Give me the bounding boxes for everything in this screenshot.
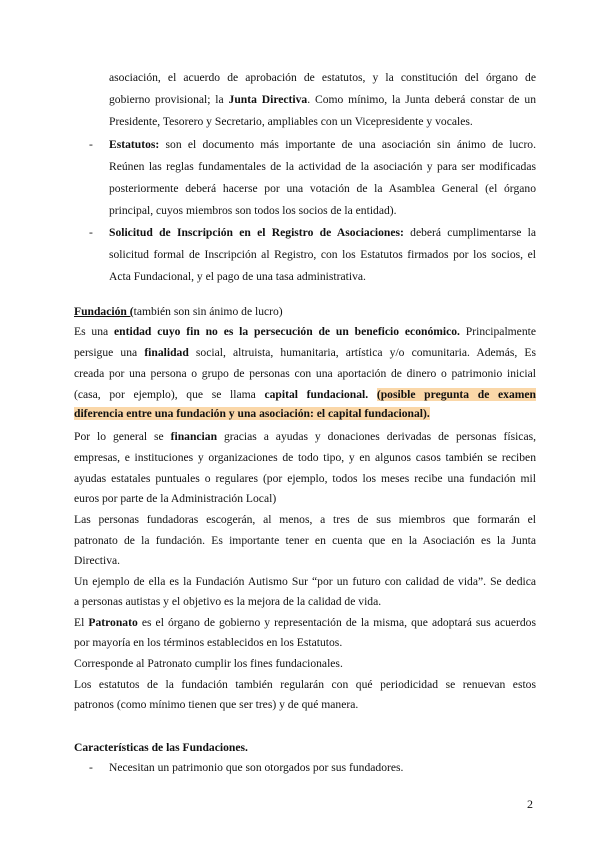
caracteristicas-item: Necesitan un patrimonio que son otorgados por sus fundadores. [109,761,404,774]
text-run: Por lo general se [74,430,171,443]
text-run: Directiva. [74,554,121,567]
fundacion-p2-line-2 [74,553,536,569]
list-top-1-line-0 [109,137,536,153]
text-run: posteriormente deberá hacerse por una votación de la Asamblea General (el órgano [109,182,536,195]
text-run: también son sin ánimo de lucro) [133,305,283,318]
text-run [368,388,377,401]
text-run: Patronato [88,616,138,629]
text-run: gobierno provisional; la [109,93,229,106]
text-run: persigue una [74,346,145,359]
text-run: Reúnen las reglas fundamentales de la actividad de la asociación y para ser modificadas [109,160,536,173]
text-run: a personas autistas y el objetivo es la mejora de la calidad de vida. [74,595,382,608]
list-top-1-line-3 [109,203,536,219]
text-run: ayudas estatales puntuales o regulares (por ejemplo, todos los meses recibe una fundación mil [74,472,536,485]
text-run: social, altruista, humanitaria, artística y/o comunitaria. Además, Es [188,346,536,359]
text-run: patronos (como mínimo tienen que ser tres) y de qué manera. [74,698,359,711]
fundacion-p1-line-0 [74,429,536,445]
text-run: financian [170,430,218,443]
fundacion-p0-line-3 [74,387,536,403]
text-run: diferencia entre una fundación y una asociación: el capital fundacional). [74,407,430,420]
text-run: creada por una persona o grupo de personas con una aportación de dinero o patrimonio inicial [74,367,536,380]
bullet-dash: - [89,138,93,151]
text-run: Junta Directiva [228,93,308,106]
text-run: Acta Fundacional, y el pago de una tasa administrativa. [109,270,366,283]
text-run: finalidad [144,346,189,359]
text-run: principal, cuyos miembros son todos los socios de la entidad). [109,204,397,217]
text-run: es el órgano de gobierno y representación de la misma, que adoptará sus acuerdos [137,616,536,629]
fundacion-p1-line-1 [74,450,536,466]
text-run: El [74,616,89,629]
fundacion-p0-line-0 [74,324,536,340]
fundacion-p2-line-0 [74,512,536,528]
list-top-2-line-2 [109,269,536,285]
text-run: patronato de la fundación. Es importante tener en cuenta que en la Asociación es la Junta [74,534,536,547]
list-top-2-line-1 [109,247,536,263]
page-number: 2 [527,797,533,811]
fundacion-p4-line-1 [74,635,536,651]
text-run: Corresponde al Patronato cumplir los fines fundacionales. [74,657,343,670]
text-run: entidad cuyo fin no es la persecución de un beneficio económico. [114,325,460,338]
text-run: euros por parte de la Administración Local) [74,492,277,505]
text-run: capital fundacional. [264,388,369,401]
text-run: (casa, por ejemplo), que se llama [74,388,265,401]
fundacion-p2-line-1 [74,533,536,549]
text-run: solicitud formal de Inscripción al Registro, con los Estatutos firmados por los socios, el [109,248,536,261]
text-run: (posible pregunta de examen [376,388,537,401]
text-run: gracias a ayudas y donaciones derivadas de personas físicas, [217,430,536,443]
fundacion-p0-line-2 [74,366,536,382]
list-top-1-line-2 [109,181,536,197]
text-run: son el documento más importante de una asociación sin ánimo de lucro. [159,138,536,151]
bullet-dash: - [89,226,93,239]
fundacion-p0-line-1 [74,345,536,361]
text-run: Principalmente [459,325,536,338]
fundacion-p1-line-2 [74,471,536,487]
text-run: Estatutos: [109,138,160,151]
text-run: por mayoría en los términos establecidos en los Estatutos. [74,636,343,649]
list-top-0-line-0 [109,70,536,86]
fundacion-p4-line-0 [74,615,536,631]
text-run: deberá cumplimentarse la [403,226,536,239]
text-run: empresas, e instituciones y organizaciones de todo tipo, y en algunos casos también se reciben [74,451,536,464]
text-run: asociación, el acuerdo de aprobación de estatutos, y la constitución del órgano de [109,71,536,84]
fundacion-p6-line-1 [74,697,536,713]
caracteristicas-heading: Características de las Fundaciones. [74,741,248,754]
text-run: Presidente, Tesorero y Secretario, ampliables con un Vicepresidente y vocales. [109,115,473,128]
fundacion-p6-line-0 [74,677,536,693]
text-run: Fundación ( [74,305,134,318]
list-top-0-line-2 [109,114,536,130]
text-run: Solicitud de Inscripción en el Registro de Asociaciones: [109,226,404,239]
fundacion-p3-line-0 [74,574,536,590]
fundacion-p0-line-4 [74,406,536,422]
fundacion-p1-line-3 [74,491,536,507]
fundacion-p5-line-0 [74,656,536,672]
list-top-2-line-0 [109,225,536,241]
fundacion-p3-line-1 [74,594,536,610]
text-run: Las personas fundadoras escogerán, al menos, a tres de sus miembros que formarán el [74,513,536,526]
text-run: Un ejemplo de ella es la Fundación Autismo Sur “por un futuro con calidad de vida”. Se dedica [74,575,536,588]
list-top-0-line-1 [109,92,536,108]
text-run: Los estatutos de la fundación también regularán con qué periodicidad se renuevan estos [74,678,536,691]
text-run: Es una [74,325,115,338]
fundacion-heading [74,304,536,320]
list-top-1-line-1 [109,159,536,175]
text-run: . Como mínimo, la Junta deberá constar de un [307,93,536,106]
bullet-dash: - [89,761,93,774]
